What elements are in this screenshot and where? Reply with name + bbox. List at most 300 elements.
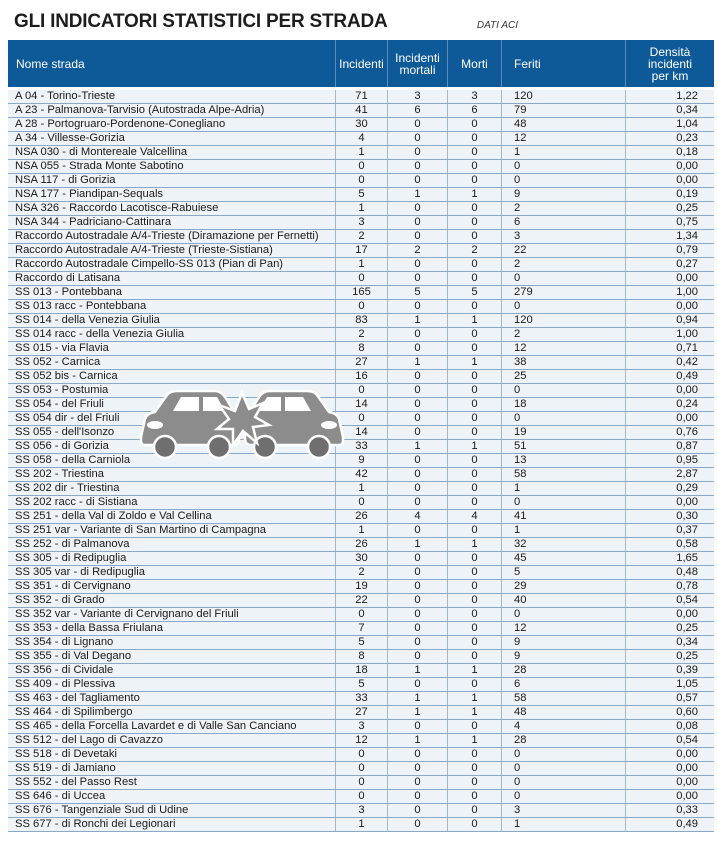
cell-fatal-incidents: 1: [387, 314, 447, 327]
cell-injured: 0: [501, 412, 625, 425]
cell-deaths: 0: [447, 622, 501, 635]
cell-road-name: A 34 - Villesse-Gorizia: [15, 132, 125, 144]
cell-road-name: SS 014 racc - della Venezia Giulia: [15, 328, 185, 340]
cell-density: 0,25: [625, 202, 714, 215]
cell-road-name: SS 054 dir - del Friuli: [15, 412, 120, 424]
cell-density: 0,37: [625, 524, 714, 537]
table-row: [8, 664, 714, 678]
cell-deaths: 0: [447, 650, 501, 663]
cell-injured: 48: [501, 118, 625, 131]
table-row: [8, 706, 714, 720]
cell-road-name: SS 052 - Carnica: [15, 356, 101, 368]
cell-road-name: SS 352 - di Grado: [15, 594, 105, 606]
cell-density: 1,22: [625, 90, 714, 103]
cell-fatal-incidents: 0: [387, 594, 447, 607]
cell-road-name: SS 055 - dell'Isonzo: [15, 426, 115, 438]
cell-road-name: SS 013 - Pontebbana: [15, 286, 122, 298]
cell-density: 0,33: [625, 804, 714, 817]
cell-deaths: 0: [447, 482, 501, 495]
cell-fatal-incidents: 0: [387, 622, 447, 635]
cell-deaths: 0: [447, 454, 501, 467]
table-row: [8, 314, 714, 328]
cell-injured: 6: [501, 678, 625, 691]
cell-fatal-incidents: 5: [387, 286, 447, 299]
cell-incidents: 14: [335, 426, 387, 439]
cell-deaths: 0: [447, 132, 501, 145]
cell-incidents: 8: [335, 650, 387, 663]
cell-deaths: 0: [447, 258, 501, 271]
cell-injured: 0: [501, 384, 625, 397]
cell-road-name: SS 676 - Tangenziale Sud di Udine: [15, 804, 189, 816]
cell-fatal-incidents: 0: [387, 818, 447, 831]
cell-fatal-incidents: 1: [387, 706, 447, 719]
cell-deaths: 0: [447, 524, 501, 537]
cell-road-name: SS 013 racc - Pontebbana: [15, 300, 147, 312]
cell-road-name: SS 409 - di Plessiva: [15, 678, 116, 690]
cell-deaths: 1: [447, 538, 501, 551]
table-row: [8, 118, 714, 132]
cell-injured: 6: [501, 216, 625, 229]
cell-density: 0,54: [625, 734, 714, 747]
table-row: [8, 636, 714, 650]
cell-injured: 2: [501, 202, 625, 215]
cell-incidents: 9: [335, 454, 387, 467]
cell-incidents: 26: [335, 510, 387, 523]
cell-incidents: 18: [335, 664, 387, 677]
cell-density: 1,00: [625, 328, 714, 341]
table-row: [8, 818, 714, 832]
cell-density: 0,00: [625, 762, 714, 775]
cell-density: 0,75: [625, 216, 714, 229]
cell-deaths: 1: [447, 692, 501, 705]
cell-density: 1,34: [625, 230, 714, 243]
cell-injured: 12: [501, 342, 625, 355]
table-row: [8, 328, 714, 342]
column-header-density-label: [648, 46, 692, 82]
cell-density: 0,58: [625, 538, 714, 551]
column-header-injured: [501, 40, 625, 87]
cell-deaths: 4: [447, 510, 501, 523]
cell-injured: 0: [501, 762, 625, 775]
cell-density: 0,00: [625, 300, 714, 313]
table-row: [8, 412, 714, 426]
cell-deaths: 2: [447, 244, 501, 257]
cell-deaths: 0: [447, 370, 501, 383]
cell-fatal-incidents: 0: [387, 412, 447, 425]
cell-road-name: SS 058 - della Carniola: [15, 454, 131, 466]
cell-density: 0,42: [625, 356, 714, 369]
cell-deaths: 0: [447, 496, 501, 509]
cell-deaths: 0: [447, 804, 501, 817]
cell-road-name: NSA 117 - di Gorizia: [15, 174, 116, 186]
cell-deaths: 0: [447, 818, 501, 831]
cell-injured: 13: [501, 454, 625, 467]
cell-injured: 279: [501, 286, 625, 299]
table-header: [8, 40, 714, 87]
cell-fatal-incidents: 1: [387, 692, 447, 705]
cell-injured: 0: [501, 272, 625, 285]
cell-fatal-incidents: 0: [387, 454, 447, 467]
cell-incidents: 3: [335, 804, 387, 817]
cell-density: 0,00: [625, 272, 714, 285]
cell-density: 0,00: [625, 160, 714, 173]
cell-deaths: 0: [447, 636, 501, 649]
cell-fatal-incidents: 0: [387, 146, 447, 159]
cell-density: 1,04: [625, 118, 714, 131]
cell-deaths: 1: [447, 356, 501, 369]
cell-incidents: 5: [335, 636, 387, 649]
cell-fatal-incidents: 0: [387, 300, 447, 313]
cell-fatal-incidents: 0: [387, 762, 447, 775]
cell-road-name: SS 512 - del Lago di Cavazzo: [15, 734, 164, 746]
table-row: [8, 692, 714, 706]
table-row: [8, 244, 714, 258]
cell-injured: 0: [501, 790, 625, 803]
column-header-density-line3: per km: [651, 68, 689, 83]
cell-incidents: 22: [335, 594, 387, 607]
cell-deaths: 0: [447, 146, 501, 159]
column-header-injured-label: Feriti: [514, 56, 541, 71]
cell-fatal-incidents: 0: [387, 804, 447, 817]
cell-injured: 28: [501, 734, 625, 747]
cell-injured: 29: [501, 580, 625, 593]
cell-road-name: SS 552 - del Passo Rest: [15, 776, 137, 788]
cell-density: 0,49: [625, 818, 714, 831]
cell-incidents: 1: [335, 202, 387, 215]
cell-road-name: SS 305 var - di Redipuglia: [15, 566, 145, 578]
cell-injured: 41: [501, 510, 625, 523]
cell-fatal-incidents: 1: [387, 664, 447, 677]
cell-injured: 12: [501, 132, 625, 145]
cell-incidents: 1: [335, 524, 387, 537]
page-title: GLI INDICATORI STATISTICI PER STRADA: [14, 11, 388, 32]
cell-deaths: 0: [447, 384, 501, 397]
cell-density: 0,00: [625, 496, 714, 509]
cell-incidents: 0: [335, 608, 387, 621]
cell-fatal-incidents: 0: [387, 720, 447, 733]
cell-incidents: 3: [335, 216, 387, 229]
cell-incidents: 83: [335, 314, 387, 327]
table-row: [8, 398, 714, 412]
cell-road-name: SS 305 - di Redipuglia: [15, 552, 127, 564]
cell-road-name: Raccordo Autostradale A/4-Trieste (Diramazione per Fernetti): [15, 230, 319, 242]
cell-road-name: SS 202 - Triestina: [15, 468, 104, 480]
cell-incidents: 0: [335, 174, 387, 187]
cell-density: 1,05: [625, 678, 714, 691]
cell-injured: 58: [501, 692, 625, 705]
cell-road-name: SS 518 - di Devetaki: [15, 748, 117, 760]
cell-incidents: 3: [335, 720, 387, 733]
cell-injured: 48: [501, 706, 625, 719]
column-header-deaths-label: Morti: [461, 56, 488, 71]
cell-incidents: 0: [335, 762, 387, 775]
cell-injured: 32: [501, 538, 625, 551]
cell-road-name: SS 202 dir - Triestina: [15, 482, 120, 494]
cell-injured: 3: [501, 804, 625, 817]
cell-incidents: 0: [335, 412, 387, 425]
table-row: [8, 538, 714, 552]
cell-incidents: 14: [335, 398, 387, 411]
cell-road-name: A 23 - Palmanova-Tarvisio (Autostrada Alpe-Adria): [15, 104, 265, 116]
cell-injured: 22: [501, 244, 625, 257]
cell-injured: 0: [501, 160, 625, 173]
cell-deaths: 0: [447, 720, 501, 733]
cell-incidents: 0: [335, 790, 387, 803]
cell-injured: 40: [501, 594, 625, 607]
cell-injured: 0: [501, 300, 625, 313]
cell-deaths: 0: [447, 566, 501, 579]
cell-deaths: 0: [447, 762, 501, 775]
table-row: [8, 174, 714, 188]
cell-density: 0,39: [625, 664, 714, 677]
table-row: [8, 160, 714, 174]
cell-incidents: 1: [335, 482, 387, 495]
cell-incidents: 27: [335, 356, 387, 369]
table-row: [8, 216, 714, 230]
cell-injured: 2: [501, 258, 625, 271]
cell-density: 0,76: [625, 426, 714, 439]
cell-deaths: 1: [447, 314, 501, 327]
cell-density: 0,71: [625, 342, 714, 355]
cell-density: 2,87: [625, 468, 714, 481]
cell-density: 0,57: [625, 692, 714, 705]
cell-injured: 38: [501, 356, 625, 369]
cell-fatal-incidents: 0: [387, 426, 447, 439]
cell-density: 0,25: [625, 650, 714, 663]
column-header-fatal-line2: mortali: [399, 62, 436, 77]
cell-deaths: 3: [447, 90, 501, 103]
cell-incidents: 0: [335, 272, 387, 285]
cell-density: 1,65: [625, 552, 714, 565]
cell-fatal-incidents: 0: [387, 496, 447, 509]
cell-fatal-incidents: 0: [387, 748, 447, 761]
cell-deaths: 0: [447, 412, 501, 425]
cell-fatal-incidents: 3: [387, 90, 447, 103]
cell-incidents: 5: [335, 188, 387, 201]
cell-fatal-incidents: 0: [387, 776, 447, 789]
cell-fatal-incidents: 4: [387, 510, 447, 523]
cell-incidents: 8: [335, 342, 387, 355]
cell-road-name: NSA 344 - Padriciano-Cattinara: [15, 216, 172, 228]
cell-injured: 0: [501, 776, 625, 789]
cell-deaths: 0: [447, 174, 501, 187]
cell-incidents: 12: [335, 734, 387, 747]
cell-injured: 4: [501, 720, 625, 733]
cell-fatal-incidents: 1: [387, 356, 447, 369]
table-row: [8, 552, 714, 566]
cell-incidents: 0: [335, 384, 387, 397]
cell-fatal-incidents: 0: [387, 552, 447, 565]
cell-fatal-incidents: 0: [387, 118, 447, 131]
cell-road-name: SS 252 - di Palmanova: [15, 538, 130, 550]
cell-density: 0,00: [625, 412, 714, 425]
cell-injured: 58: [501, 468, 625, 481]
cell-road-name: SS 463 - del Tagliamento: [15, 692, 140, 704]
cell-deaths: 5: [447, 286, 501, 299]
cell-incidents: 1: [335, 818, 387, 831]
cell-road-name: SS 251 - della Val di Zoldo e Val Cellina: [15, 510, 212, 522]
cell-deaths: 0: [447, 118, 501, 131]
cell-road-name: SS 054 - del Friuli: [15, 398, 104, 410]
cell-injured: 25: [501, 370, 625, 383]
cell-road-name: NSA 030 - di Montereale Valcellina: [15, 146, 188, 158]
cell-density: 0,95: [625, 454, 714, 467]
cell-deaths: 6: [447, 104, 501, 117]
cell-injured: 12: [501, 622, 625, 635]
cell-incidents: 5: [335, 678, 387, 691]
cell-road-name: SS 677 - di Ronchi dei Legionari: [15, 818, 176, 830]
cell-incidents: 2: [335, 230, 387, 243]
cell-fatal-incidents: 1: [387, 734, 447, 747]
cell-incidents: 0: [335, 776, 387, 789]
cell-deaths: 0: [447, 552, 501, 565]
cell-road-name: A 04 - Torino-Trieste: [15, 90, 116, 102]
table-row: [8, 790, 714, 804]
column-header-fatal-line1: Incidenti: [395, 50, 440, 65]
cell-road-name: SS 251 var - Variante di San Martino di Campagna: [15, 524, 267, 536]
cell-deaths: 0: [447, 426, 501, 439]
cell-density: 0,18: [625, 146, 714, 159]
cell-fatal-incidents: 1: [387, 440, 447, 453]
cell-deaths: 0: [447, 216, 501, 229]
cell-density: 0,00: [625, 608, 714, 621]
table-row: [8, 622, 714, 636]
table-row: [8, 132, 714, 146]
table-row: [8, 496, 714, 510]
cell-incidents: 2: [335, 566, 387, 579]
cell-fatal-incidents: 0: [387, 216, 447, 229]
cell-injured: 0: [501, 608, 625, 621]
table-row: [8, 510, 714, 524]
table-row: [8, 370, 714, 384]
cell-density: 0,00: [625, 384, 714, 397]
cell-injured: 2: [501, 328, 625, 341]
cell-road-name: Raccordo di Latisana: [15, 272, 121, 284]
cell-density: 0,29: [625, 482, 714, 495]
cell-deaths: 0: [447, 678, 501, 691]
cell-road-name: NSA 055 - Strada Monte Sabotino: [15, 160, 184, 172]
cell-road-name: SS 465 - della Forcella Lavardet e di Valle San Canciano: [15, 720, 297, 732]
table-row: [8, 566, 714, 580]
cell-fatal-incidents: 0: [387, 202, 447, 215]
cell-density: 0,60: [625, 706, 714, 719]
table-row: [8, 524, 714, 538]
cell-incidents: 1: [335, 258, 387, 271]
cell-fatal-incidents: 1: [387, 538, 447, 551]
cell-fatal-incidents: 0: [387, 566, 447, 579]
cell-incidents: 30: [335, 552, 387, 565]
cell-injured: 120: [501, 314, 625, 327]
cell-injured: 1: [501, 146, 625, 159]
cell-incidents: 33: [335, 440, 387, 453]
cell-injured: 45: [501, 552, 625, 565]
table-row: [8, 258, 714, 272]
cell-fatal-incidents: 0: [387, 174, 447, 187]
cell-deaths: 0: [447, 342, 501, 355]
cell-fatal-incidents: 1: [387, 188, 447, 201]
cell-incidents: 17: [335, 244, 387, 257]
cell-road-name: SS 052 bis - Carnica: [15, 370, 118, 382]
cell-deaths: 1: [447, 188, 501, 201]
cell-incidents: 42: [335, 468, 387, 481]
cell-incidents: 1: [335, 146, 387, 159]
cell-density: 0,79: [625, 244, 714, 257]
cell-road-name: SS 015 - via Flavia: [15, 342, 109, 354]
table-row: [8, 650, 714, 664]
table-row: [8, 734, 714, 748]
cell-incidents: 27: [335, 706, 387, 719]
cell-deaths: 0: [447, 328, 501, 341]
table-body: [8, 90, 714, 832]
cell-injured: 79: [501, 104, 625, 117]
table-row: [8, 440, 714, 454]
table-row: [8, 804, 714, 818]
cell-road-name: SS 354 - di Lignano: [15, 636, 114, 648]
table-row: [8, 300, 714, 314]
cell-deaths: 1: [447, 664, 501, 677]
cell-density: 0,00: [625, 790, 714, 803]
cell-fatal-incidents: 0: [387, 160, 447, 173]
cell-fatal-incidents: 0: [387, 342, 447, 355]
cell-density: 0,34: [625, 104, 714, 117]
table-row: [8, 146, 714, 160]
cell-injured: 1: [501, 482, 625, 495]
cell-incidents: 4: [335, 132, 387, 145]
cell-injured: 5: [501, 566, 625, 579]
cell-road-name: SS 356 - di Cividale: [15, 664, 114, 676]
table-row: [8, 454, 714, 468]
cell-injured: 3: [501, 230, 625, 243]
cell-fatal-incidents: 0: [387, 678, 447, 691]
table-row: [8, 188, 714, 202]
column-header-incidents: [335, 40, 387, 87]
cell-deaths: 0: [447, 398, 501, 411]
source-note: DATI ACI: [476, 20, 518, 31]
cell-incidents: 41: [335, 104, 387, 117]
cell-incidents: 19: [335, 580, 387, 593]
cell-fatal-incidents: 0: [387, 524, 447, 537]
cell-injured: 0: [501, 174, 625, 187]
cell-road-name: SS 056 - di Gorizia: [15, 440, 109, 452]
table-row: [8, 356, 714, 370]
table-row: [8, 776, 714, 790]
cell-incidents: 71: [335, 90, 387, 103]
cell-deaths: 0: [447, 790, 501, 803]
cell-fatal-incidents: 0: [387, 580, 447, 593]
cell-deaths: 1: [447, 706, 501, 719]
cell-incidents: 0: [335, 496, 387, 509]
cell-deaths: 0: [447, 594, 501, 607]
cell-deaths: 0: [447, 160, 501, 173]
cell-deaths: 0: [447, 272, 501, 285]
cell-fatal-incidents: 0: [387, 258, 447, 271]
cell-road-name: SS 464 - di Spilimbergo: [15, 706, 133, 718]
cell-fatal-incidents: 0: [387, 398, 447, 411]
title-bar: [8, 8, 518, 38]
cell-fatal-incidents: 6: [387, 104, 447, 117]
cell-incidents: 0: [335, 160, 387, 173]
cell-density: 0,94: [625, 314, 714, 327]
cell-injured: 18: [501, 398, 625, 411]
cell-fatal-incidents: 0: [387, 482, 447, 495]
cell-deaths: 0: [447, 608, 501, 621]
cell-density: 0,08: [625, 720, 714, 733]
column-header-name-label: Nome strada: [16, 56, 85, 71]
table-row: [8, 426, 714, 440]
cell-deaths: 0: [447, 580, 501, 593]
cell-road-name: SS 646 - di Uccea: [15, 790, 106, 802]
table-row: [8, 202, 714, 216]
